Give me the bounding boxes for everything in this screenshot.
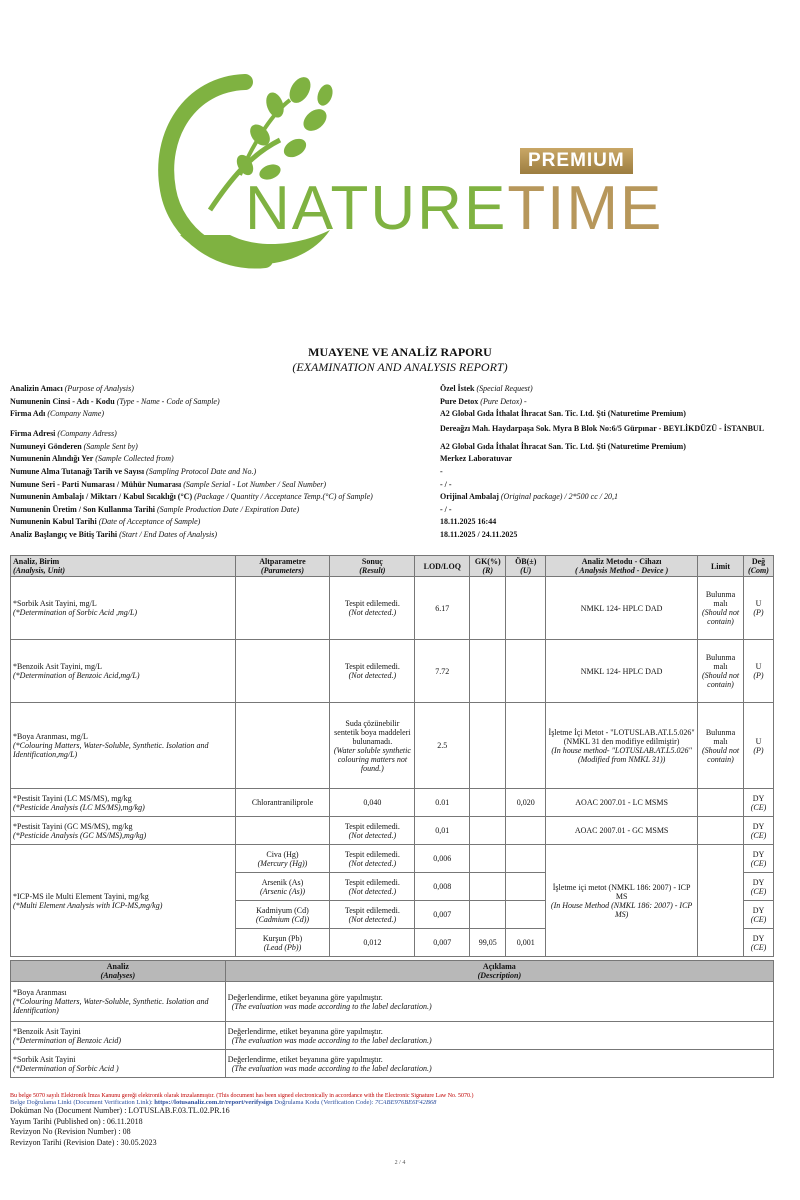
document-footer <box>10 1093 790 1148</box>
table-row: *Boya Aranması (*Colouring Matters, Water-Soluble, Synthetic. Isolation and Identification) Değerlendirme, etiket beyanına göre yapılmıştır. (The evaluation was made according to the label declaration.) <box>11 982 774 1022</box>
meta-row: Analiz Başlangıç ve Bitiş Tarihi (Start / End Dates of Analysis) 18.11.2025 / 24.11.2025 <box>10 529 518 539</box>
revision-date: Revizyon Tarihi (Revision Date) : 30.05.2023 <box>10 1137 157 1147</box>
meta-row: Numunenin Alındığı Yer (Sample Collected from) Merkez Laboratuvar <box>10 454 513 464</box>
table-row: *Pestisit Tayini (GC MS/MS), mg/kg (*Pesticide Analysis (GC MS/MS),mg/kg) Tespit edilemedi. (Not detected.) 0,01 AOAC 2007.01 - GC MSMS DY (CE) <box>11 817 774 845</box>
meta-row: Firma Adı (Company Name) A2 Global Gıda İthalat İhracat San. Tic. Ltd. Şti (Naturetime Premium) <box>10 409 686 419</box>
table-row: *Benzoik Asit Tayini, mg/L (*Determination of Benzoic Acid,mg/L) Tespit edilemedi. (Not detected.) 7.72 NMKL 124- HPLC DAD Bulunma malı (Should not contain) U (P) <box>11 640 774 703</box>
table-row: Arsenik (As) (Arsenic (As)) Tespit edilemedi. (Not detected.) 0,008 DY (CE) <box>11 873 774 901</box>
table-row: *Sorbik Asit Tayini, mg/L (*Determination of Sorbic Acid ,mg/L) Tespit edilemedi. (Not detected.) 6.17 NMKL 124- HPLC DAD Bulunma malı (Should not contain) U (P) <box>11 577 774 640</box>
meta-row: Analizin Amacı (Purpose of Analysis) Özel İstek (Special Request) <box>10 384 533 393</box>
report-subtitle: (EXAMINATION AND ANALYSIS REPORT) <box>292 360 508 374</box>
page-number: 2 / 4 <box>394 1160 406 1166</box>
table-row: *Sorbik Asit Tayini (*Determination of Sorbic Acid ) Değerlendirme, etiket beyanına göre yapılmıştır. (The evaluation was made according to the label declaration.) <box>11 1050 774 1078</box>
table-row: *Benzoik Asit Tayini (*Determination of Benzoic Acid) Değerlendirme, etiket beyanına göre yapılmıştır. (The evaluation was made according to the label declaration.) <box>11 1022 774 1050</box>
brand-wordmark: NATURETIME <box>245 174 664 243</box>
meta-row: Numune Seri - Parti Numarası / Mühür Numarası (Sample Serial - Lot Number / Seal Number) - / - <box>10 479 452 489</box>
meta-row: Numunenin Üretim / Son Kullanma Tarihi (Sample Production Date / Expiration Date) - / - <box>10 504 452 514</box>
premium-badge: PREMIUM <box>520 148 633 174</box>
published-date: Yayım Tarihi (Published on) : 06.11.2018 <box>10 1116 143 1126</box>
esignature-notice: Bu belge 5070 sayılı Elektronik İmza Kanunu gereği elektronik olarak imzalanmıştır. (This document has been signed electronically in accordance with the Electronic Signature Law No. 5070.) <box>10 1093 474 1099</box>
revision-number: Revizyon No (Revision Number) : 08 <box>10 1127 131 1136</box>
results-table <box>10 555 774 957</box>
table-header: Analiz (Analyses) Açıklama (Description) <box>11 961 774 982</box>
report-title: MUAYENE VE ANALİZ RAPORU <box>308 345 492 359</box>
meta-row: Numunenin Cinsi - Adı - Kodu (Type - Name - Code of Sample) Pure Detox (Pure Detox) - <box>10 396 527 406</box>
sample-info <box>10 383 790 542</box>
meta-row: Numune Alma Tutanağı Tarih ve Sayısı (Sampling Protocol Date and No.) - <box>10 466 443 476</box>
meta-row: Firma Adresi (Company Adress) Dereağzı Mah. Haydarpaşa Sok. Myra B Blok No:6/5 Gürpınar - BEYLİKDÜZÜ - İSTANBUL <box>10 423 765 438</box>
verification-link[interactable]: https://lotusanaliz.com.tr/report/verifysign <box>154 1099 273 1106</box>
document-number: Doküman No (Document Number) : LOTUSLAB.F.03.TL.02.PR.16 <box>10 1106 230 1115</box>
description-table <box>10 960 774 1078</box>
table-row: *Pestisit Tayini (LC MS/MS), mg/kg (*Pesticide Analysis (LC MS/MS),mg/kg) Chlorantraniliprole 0,040 0.01 0,020 AOAC 2007.01 - LC MSMS DY (CE) <box>11 789 774 817</box>
table-row: *Boya Aranması, mg/L (*Colouring Matters, Water-Soluble, Synthetic. Isolation and Identification,mg/L) Suda çözünebilir sentetik boya maddeleri bulunamadı. (Water soluble synthetic colouring matters not found.) 2.5 İşletme İçi Metot - "LOTUSLAB.AT.L5.026" (NMKL 31 den modifiye edilmiştir) (In house method- "LOTUSLAB.AT.L5.026" (Modified from NMKL 31)) Bulunma malı (Should not contain) U (P) <box>11 703 774 789</box>
table-row: *ICP-MS ile Multi Element Tayini, mg/kg (*Multi Element Analysis with ICP-MS,mg/kg) Civa (Hg) (Mercury (Hg)) Tespit edilemedi. (Not detected.) 0,006 İşletme içi metot (NMKL 186: 2007) - ICP MS (In House Method (NMKL 186: 2007) - ICP MS) DY (CE) <box>11 845 774 873</box>
meta-row: Numunenin Kabul Tarihi (Date of Acceptance of Sample) 18.11.2025 16:44 <box>10 517 497 527</box>
verification-line: Belge Doğrulama Linki (Document Verification Link): https://lotusanaliz.com.tr/report/verifysign Doğrulama Kodu (Verification Code): 7CABE976BE6F42B68 <box>10 1099 437 1106</box>
meta-row: Numuneyi Gönderen (Sample Sent by) A2 Global Gıda İthalat İhracat San. Tic. Ltd. Şti (Naturetime Premium) <box>10 441 686 451</box>
meta-row: Numunenin Ambalajı / Miktarı / Kabul Sıcaklığı (°C) (Package / Quantity / Acceptance Temp.(°C) of Sample) Orijinal Ambalaj (Original package) / 2*500 cc / 20,1 <box>10 492 618 502</box>
table-header: Analiz, Birim (Analysis, Unit) Altparametre (Parameters) Sonuç (Result) LOD/LOQ GK(%) (R) ÖB(±) (U) Analiz Metodu - Cihazı ( Analysis Method - Device ) Limit Değ (Com) <box>11 556 774 577</box>
table-row: Kadmiyum (Cd) (Cadmium (Cd)) Tespit edilemedi. (Not detected.) 0,007 DY (CE) <box>11 901 774 929</box>
naturetime-logo <box>150 60 670 290</box>
table-row: Kurşun (Pb) (Lead (Pb)) 0,012 0,007 99,05 0,001 DY (CE) <box>11 929 774 957</box>
